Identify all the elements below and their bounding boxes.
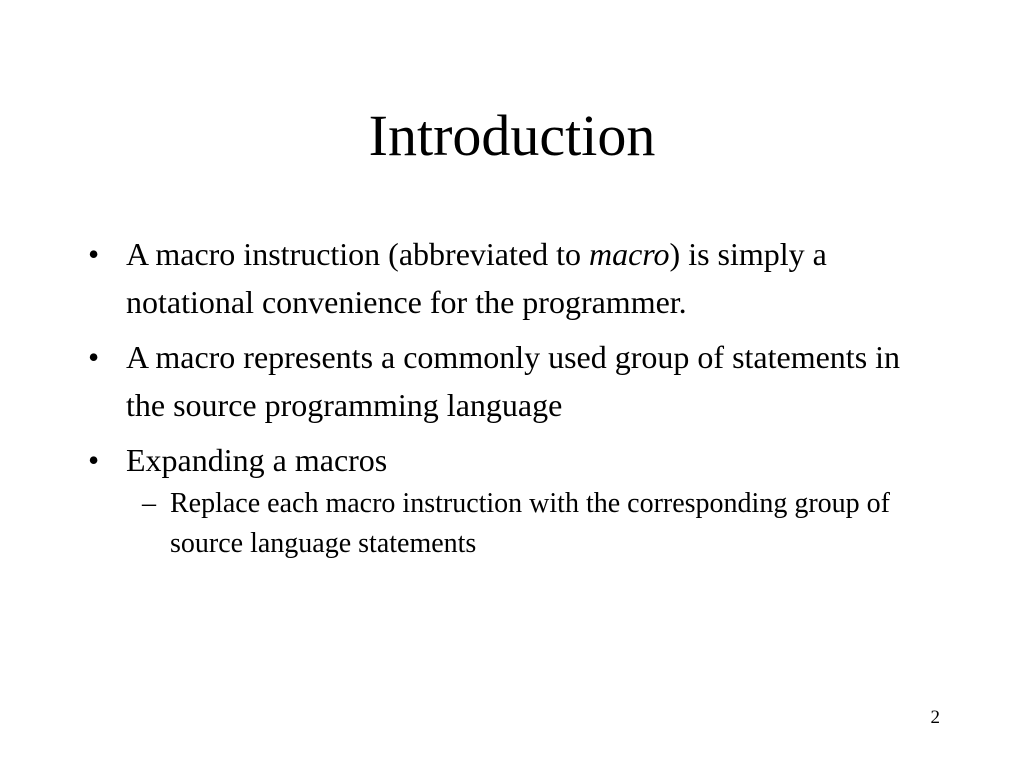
- page-number: 2: [930, 707, 940, 728]
- bullet-item-macro-definition: [88, 230, 918, 326]
- bullet-text-after: ) is simply a notational convenience for the programmer.: [126, 236, 827, 320]
- sub-bullet-text: Replace each macro instruction with the corresponding group of source language statements: [170, 488, 890, 559]
- bullet-item-macro-represents: [88, 333, 918, 429]
- sub-bullet-item-replace: [126, 484, 918, 564]
- bullet-list: [88, 230, 918, 571]
- bullet-marker: •: [88, 442, 100, 478]
- bullet-text-italic: macro: [588, 236, 670, 272]
- sub-bullet-marker: –: [142, 488, 156, 519]
- bullet-text: Expanding a macros: [126, 442, 388, 478]
- bullet-text-before: A macro instruction (abbreviated to: [126, 236, 589, 272]
- bullet-item-expanding-macros: [88, 436, 918, 564]
- slide-title: Introduction: [368, 103, 656, 168]
- bullet-marker: •: [88, 236, 100, 272]
- sub-bullet-list: [126, 484, 918, 564]
- bullet-marker: •: [88, 339, 100, 375]
- bullet-text: A macro represents a commonly used group of statements in the source programming language: [126, 339, 901, 423]
